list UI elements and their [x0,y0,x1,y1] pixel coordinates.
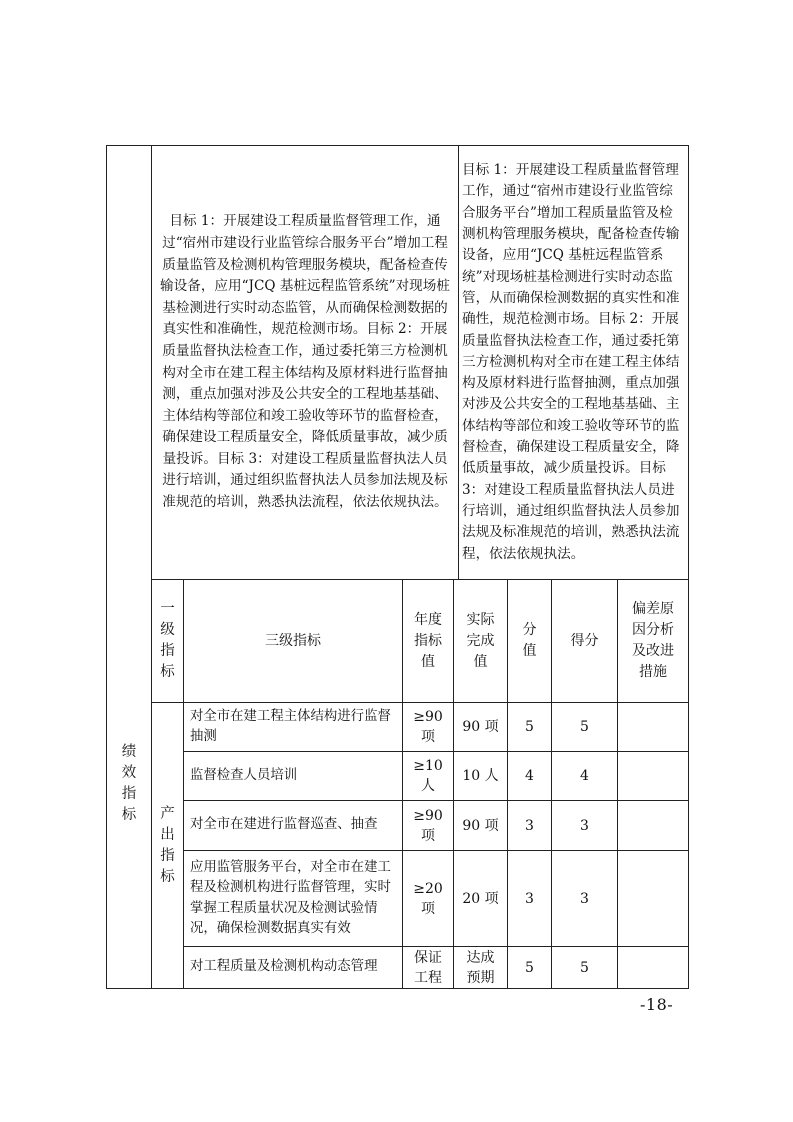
header-score: 得分 [570,632,599,649]
document-page: 目标 1：开展建设工程质量监督管理工作，通过“宿州市建设行业监管综合服务平台”增加工程质量监管及检测机构管理服务模块，配备检查传输设备，应用“JCQ 基桩远程监管系统”对现场桩基检测进行实时动态监管，从而确保检测数据的真实性和准确性，规范检测市场。目标 2：开展质量监督执法检查工作，通过委托第三方检测机构对全市在建工程主体结构及原材料进行监督抽测，重点加强对涉及公共安全的工程地基基础、主体结构等部位和竣工验收等环节的监督检查，确保建设工程质量安全，降低质量事故，减少质量投诉。目标 3：对建设工程质量监督执法人员进行培训，通过组织监督执法人员参加法规及标准规范的培训，熟悉执法流程，依法依规执法。 目标 1：开展建设工程质量监督管理工作，通过“宿州市建设行业监管综合服务平台”增加工程质量监管及检测机构管理服务模块，配备检查传输设备，应用“JCQ 基桩远程监管系统”对现场桩基检测进行实时动态监管，从而确保检测数据的真实性和准确性，规范检测市场。目标 2：开展质量监督执法检查工作，通过委托第三方检测机构对全市在建工程主体结构及原材料进行监督抽测，重点加强对涉及公共安全的工程地基基础、主体结构等部位和竣工验收等环节的监督检查，确保建设工程质量安全，降低质量事故，减少质量投诉。目标 3：对建设工程质量监督执法人员进行培训，通过组织监督执法人员参加法规及标准规范的培训，熟悉执法流程，依法依规执法。 绩效指标 一级指标 三级指标 年度指标值 实际完成值 分值 得分 偏差原因分析及改进措施 产出指标 对全市在建工程主体结构进行监督抽测 ≥90项 90 项 5 5 监督检查人员培训 ≥10人 10 人 4 4 对全市在建进行监督巡查、抽查 ≥90项 90 项 3 3 应用监管服务平台，对全市在建工程及检测机构进行监督管理，实时掌握工程质量状况及检测试验情况，确保检测数据真实有效 ≥20项 20 项 3 3 对工程质量及检测机构动态管理 保证工程 达成预期 5 5 -18- [0,0,793,1122]
header-annual-target: 年度指标值 [414,611,442,670]
header-deviation: 偏差原因分析及改进措施 [632,601,674,680]
goal-cell-planned [152,146,458,579]
output-label: 产出指标 [160,805,175,885]
section-label-cell [107,580,151,988]
table-row: 对全市在建工程主体结构进行监督抽测 [190,708,391,744]
section-label: 绩效指标 [121,744,137,823]
goal-cell-actual [459,146,688,579]
header-actual: 实际完成值 [466,611,495,670]
header-level3: 三级指标 [265,632,321,649]
output-label-cell [152,703,183,988]
header-level1: 一级指标 [160,601,175,680]
table-row: 应用监管服务平台，对全市在建工程及检测机构进行监督管理，实时掌握工程质量状况及检测试验情况，确保检测数据真实有效 [190,859,391,936]
table-row: 对全市在建进行监督巡查、抽查 [190,817,378,833]
table-row: 监督检查人员培训 [190,767,298,783]
table-row: 对工程质量及检测机构动态管理 [190,959,378,975]
header-score-value: 分值 [522,622,537,659]
goal-text-planned: 目标 1：开展建设工程质量监督管理工作，通过“宿州市建设行业监管综合服务平台”增加工程质量监管及检测机构管理服务模块，配备检查传输设备，应用“JCQ 基桩远程监管系统”对现场桩基检测进行实时动态监管，从而确保检测数据的真实性和准确性，规范检测市场。目标 2：开展质量监督执法检查工作，通过委托第三方检测机构对全市在建工程主体结构及原材料进行监督抽测，重点加强对涉及公共安全的工程地基基础、主体结构等部位和竣工验收等环节的监督检查，确保建设工程质量安全，降低质量事故，减少质量投诉。目标 3：对建设工程质量监督执法人员进行培训，通过组织监督执法人员参加法规及标准规范的培训，熟悉执法流程，依法依规执法。 [160,213,450,511]
page-number: -18- [640,995,674,1014]
goal-text-actual: 目标 1：开展建设工程质量监督管理工作，通过“宿州市建设行业监管综合服务平台”增加工程质量监管及检测机构管理服务模块，配备检查传输设备，应用“JCQ 基桩远程监管系统”对现场桩基检测进行实时动态监管，从而确保检测数据的真实性和准确性，规范检测市场。目标 2：开展质量监督执法检查工作，通过委托第三方检测机构对全市在建工程主体结构及原材料进行监督抽测，重点加强对涉及公共安全的工程地基基础、主体结构等部位和竣工验收等环节的监督检查，确保建设工程质量安全，降低质量事故，减少质量投诉。目标 3：对建设工程质量监督执法人员进行培训，通过组织监督执法人员参加法规及标准规范的培训，熟悉执法流程，依法依规执法。 [462,162,680,562]
